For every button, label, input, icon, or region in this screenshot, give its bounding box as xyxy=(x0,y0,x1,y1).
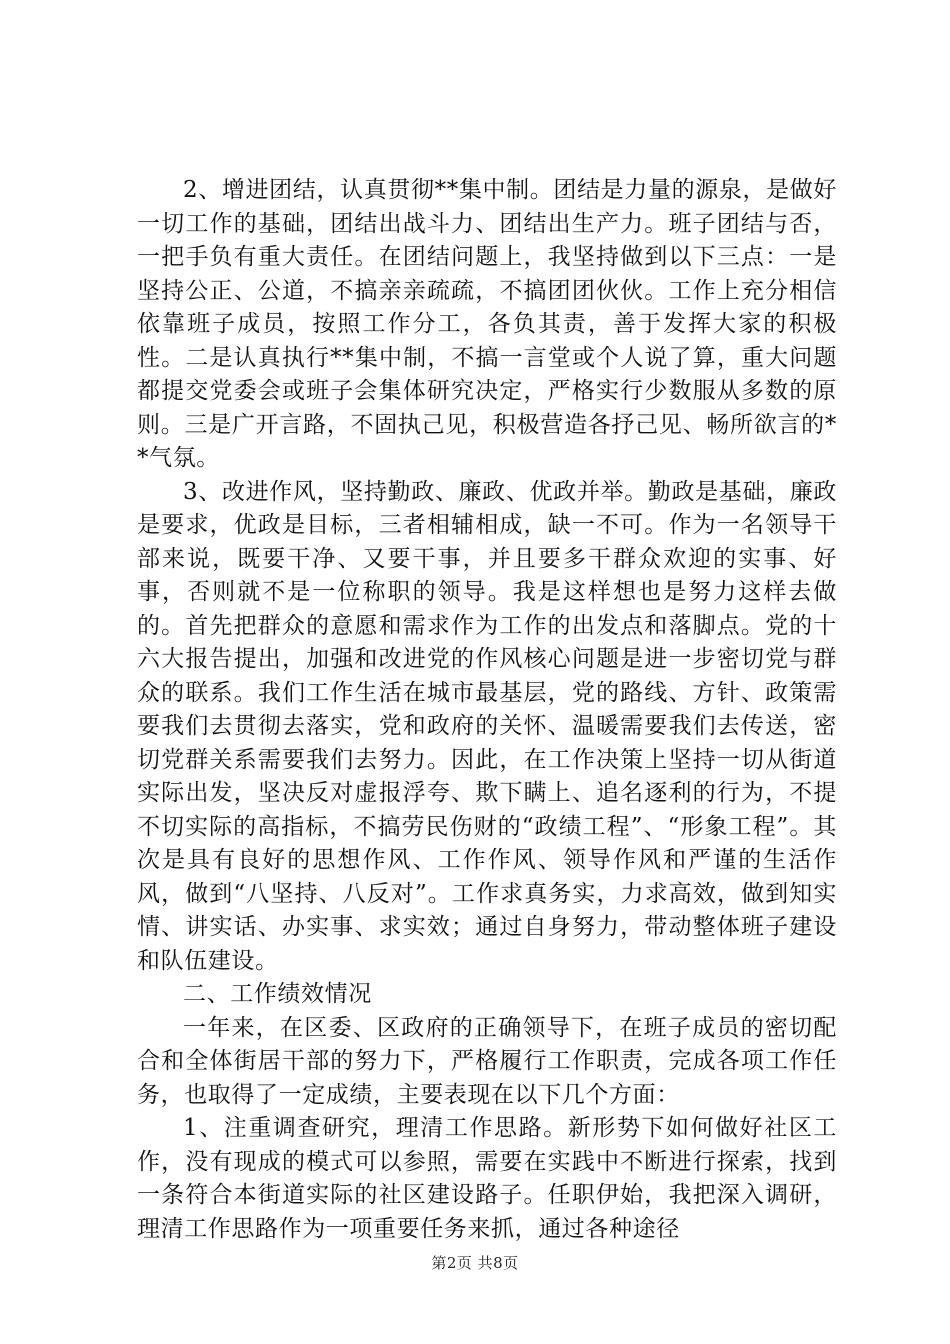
paragraph-research: 1、注重调查研究，理清工作思路。新形势下如何做好社区工作，没有现成的模式可以参照，需要在实践中不断进行探索，找到一条符合本街道实际的社区建设路子。任职伊始，我把深入调研，理清工作思路作为一项重要任务来抓，通过各种途径 xyxy=(137,1115,837,1242)
document-body xyxy=(137,174,837,1246)
paragraph-work-style: 3、改进作风，坚持勤政、廉政、优政并举。勤政是基础，廉政是要求，优政是目标，三者相辅相成，缺一不可。作为一名领导干部来说，既要干净、又要干事，并且要多干群众欢迎的实事、好事，否则就不是一位称职的领导。我是这样想也是努力这样去做的。首先把群众的意愿和需求作为工作的出发点和落脚点。党的十六大报告提出，加强和改进党的作风核心问题是进一步密切党与群众的联系。我们工作生活在城市最基层，党的路线、方针、政策需要我们去贯彻去落实，党和政府的关怀、温暖需要我们去传送，密切党群关系需要我们去努力。因此，在工作决策上坚持一切从街道实际出发，坚决反对虚报浮夸、欺下瞒上、追名逐利的行为，不提不切实际的高指标，不搞劳民伤财的“政绩工程”、“形象工程”。其次是具有良好的思想作风、工作作风、领导作风和严谨的生活作风，做到“八坚持、八反对”。工作求真务实，力求高效，做到知实情、讲实话、办实事、求实效；通过自身努力，带动整体班子建设和队伍建设。 xyxy=(137,478,837,974)
paragraph-unity: 2、增进团结，认真贯彻**集中制。团结是力量的源泉，是做好一切工作的基础，团结出战斗力、团结出生产力。班子团结与否，一把手负有重大责任。在团结问题上，我坚持做到以下三点：一是坚持公正、公道，不搞亲亲疏疏，不搞团团伙伙。工作上充分相信依靠班子成员，按照工作分工，各负其责，善于发挥大家的积极性。二是认真执行**集中制，不搞一言堂或个人说了算，重大问题都提交党委会或班子会集体研究决定，严格实行少数服从多数的原则。三是广开言路，不固执己见，积极营造各抒己见、畅所欲言的**气氛。 xyxy=(137,177,837,471)
paragraph-summary: 一年来，在区委、区政府的正确领导下，在班子成员的密切配合和全体街居干部的努力下，严格履行工作职责，完成各项工作任务，也取得了一定成绩，主要表现在以下几个方面： xyxy=(137,1014,837,1108)
page-footer: 第2页 共8页 xyxy=(431,1254,519,1272)
section-heading: 二、工作绩效情况 xyxy=(183,981,372,1007)
